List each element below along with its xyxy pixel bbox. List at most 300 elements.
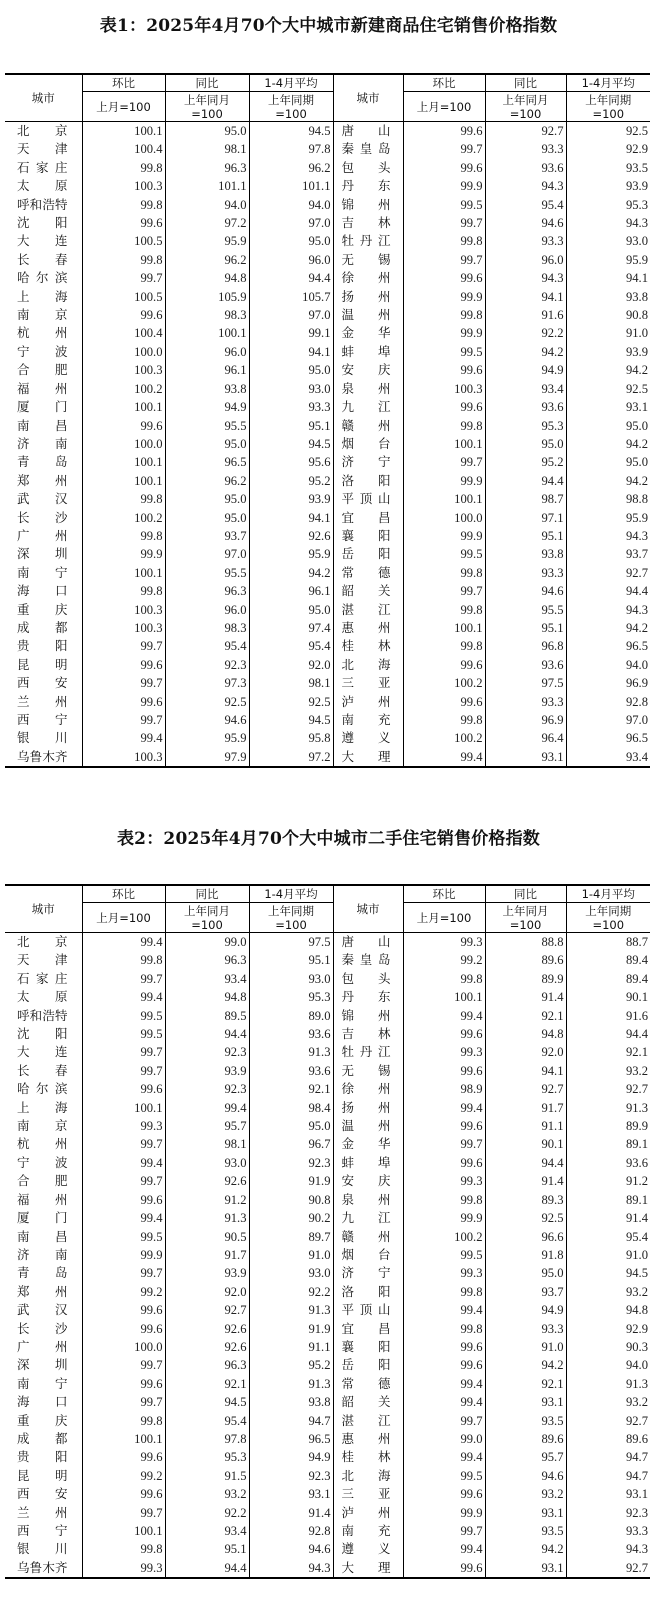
avg-value: 93.9 [249, 490, 333, 508]
city-cell: 南宁 [17, 1375, 68, 1391]
mom-value: 99.7 [82, 674, 165, 692]
mom-value: 99.8 [82, 527, 165, 545]
table-row [5, 601, 650, 619]
yoy-value: 89.9 [485, 970, 566, 988]
avg-value: 88.7 [566, 933, 650, 952]
table-row [5, 251, 650, 269]
mom-value: 99.6 [82, 417, 165, 435]
city-cell: 洛阳 [333, 1283, 403, 1301]
avg-value: 93.1 [566, 1485, 650, 1503]
avg-value: 94.9 [249, 1448, 333, 1466]
avg-value: 92.7 [566, 564, 650, 582]
mom-value: 99.6 [403, 122, 485, 141]
yoy-value: 94.2 [485, 343, 566, 361]
avg-value: 95.0 [249, 232, 333, 250]
mom-value: 99.7 [82, 1135, 165, 1153]
avg-value: 94.1 [249, 509, 333, 527]
mom-value: 99.6 [82, 1375, 165, 1393]
table-row [5, 711, 650, 729]
avg-header-right: 1-4月平均 [566, 885, 650, 903]
yoy-value: 95.9 [165, 232, 249, 250]
yoy-value: 88.8 [485, 933, 566, 952]
city-cell: 成都 [17, 1430, 68, 1446]
mom-value: 99.4 [82, 988, 165, 1006]
mom-value: 100.1 [403, 988, 485, 1006]
city-cell: 西安 [17, 1486, 68, 1502]
avg-value: 101.1 [249, 177, 333, 195]
yoy-value: 92.7 [485, 122, 566, 141]
avg-value: 96.5 [249, 1430, 333, 1448]
city-cell: 九江 [333, 398, 403, 416]
yoy-value: 93.2 [165, 1485, 249, 1503]
table-row [5, 1043, 650, 1061]
yoy-value: 95.9 [165, 729, 249, 747]
yoy-value: 96.3 [165, 582, 249, 600]
avg-value: 94.4 [249, 269, 333, 287]
yoy-value: 93.7 [165, 527, 249, 545]
table-row [5, 1228, 650, 1246]
yoy-value: 92.2 [485, 324, 566, 342]
yoy-value: 91.2 [165, 1191, 249, 1209]
mom-value: 99.4 [403, 1448, 485, 1466]
yoy-value: 95.5 [165, 417, 249, 435]
yoy-value: 94.1 [485, 288, 566, 306]
avg-value: 94.5 [249, 711, 333, 729]
mom-value: 100.1 [82, 398, 165, 416]
mom-value: 99.8 [403, 970, 485, 988]
yoy-value: 94.9 [165, 398, 249, 416]
mom-value: 100.1 [403, 490, 485, 508]
yoy-value: 94.8 [165, 988, 249, 1006]
yoy-value: 93.5 [485, 1412, 566, 1430]
avg-base-left: 上年同期 =100 [249, 92, 333, 122]
city-cell: 南昌 [17, 1228, 68, 1244]
avg-value: 95.3 [249, 988, 333, 1006]
mom-value: 99.7 [82, 1062, 165, 1080]
yoy-value: 96.2 [165, 472, 249, 490]
table-row [5, 1448, 650, 1466]
yoy-value: 94.9 [485, 1301, 566, 1319]
yoy-value: 95.0 [165, 122, 249, 141]
mom-value: 99.4 [82, 729, 165, 747]
mom-value: 99.8 [403, 1283, 485, 1301]
avg-value: 89.6 [566, 1430, 650, 1448]
mom-value: 99.6 [82, 656, 165, 674]
mom-value: 99.7 [403, 1135, 485, 1153]
yoy-value: 91.0 [485, 1338, 566, 1356]
avg-value: 93.0 [566, 232, 650, 250]
mom-value: 99.8 [403, 1320, 485, 1338]
avg-value: 94.2 [249, 564, 333, 582]
mom-value: 100.2 [82, 380, 165, 398]
mom-value: 99.6 [403, 1338, 485, 1356]
yoy-value: 95.1 [485, 619, 566, 637]
yoy-value: 94.2 [485, 1356, 566, 1374]
table-row [5, 933, 650, 952]
avg-value: 91.6 [566, 1007, 650, 1025]
avg-value: 94.3 [566, 527, 650, 545]
yoy-value: 96.3 [165, 159, 249, 177]
table-row [5, 564, 650, 582]
city-cell: 桂林 [333, 1448, 403, 1466]
yoy-value: 93.3 [485, 232, 566, 250]
avg-value: 91.0 [249, 1246, 333, 1264]
city-cell: 常德 [333, 564, 403, 582]
yoy-value: 95.2 [485, 453, 566, 471]
mom-value: 99.8 [82, 196, 165, 214]
table-row [5, 214, 650, 232]
table-row [5, 1467, 650, 1485]
city-cell: 贵阳 [17, 1449, 68, 1465]
table-row [5, 472, 650, 490]
yoy-value: 91.1 [485, 1117, 566, 1135]
mom-value: 99.5 [82, 1228, 165, 1246]
table-row [5, 1356, 650, 1374]
avg-value: 94.0 [249, 196, 333, 214]
yoy-value: 96.6 [485, 1228, 566, 1246]
table-row [5, 232, 650, 250]
city-cell: 长春 [17, 251, 68, 267]
city-cell: 牡丹江 [333, 232, 403, 250]
mom-value: 99.9 [403, 288, 485, 306]
avg-value: 94.5 [566, 1264, 650, 1282]
mom-value: 99.9 [403, 472, 485, 490]
city-cell: 南昌 [17, 417, 68, 433]
table-row [5, 656, 650, 674]
city-header-left: 城市 [5, 885, 82, 933]
city-cell: 吉林 [333, 214, 403, 232]
yoy-value: 93.4 [165, 970, 249, 988]
mom-value: 99.8 [82, 1412, 165, 1430]
yoy-value: 91.5 [165, 1467, 249, 1485]
mom-value: 100.5 [82, 288, 165, 306]
city-cell: 秦皇岛 [333, 140, 403, 158]
city-cell: 蚌埠 [333, 343, 403, 361]
table-row [5, 435, 650, 453]
avg-value: 93.0 [249, 1264, 333, 1282]
yoy-value: 92.7 [485, 1080, 566, 1098]
yoy-value: 93.3 [485, 693, 566, 711]
avg-value: 93.6 [249, 1062, 333, 1080]
yoy-header-left: 同比 [165, 885, 249, 903]
city-cell: 天津 [17, 141, 68, 157]
mom-value: 99.6 [82, 1080, 165, 1098]
table-row [5, 380, 650, 398]
yoy-value: 95.4 [165, 1412, 249, 1430]
city-cell: 大理 [333, 1559, 403, 1578]
yoy-value: 95.0 [485, 1264, 566, 1282]
city-cell: 赣州 [333, 1228, 403, 1246]
avg-value: 92.7 [566, 1412, 650, 1430]
avg-value: 94.4 [566, 1025, 650, 1043]
mom-value: 99.8 [403, 306, 485, 324]
avg-value: 92.8 [566, 693, 650, 711]
city-cell: 重庆 [17, 601, 68, 617]
avg-value: 94.3 [566, 214, 650, 232]
table-row [5, 988, 650, 1006]
city-cell: 三亚 [333, 1485, 403, 1503]
mom-value: 99.9 [82, 545, 165, 563]
avg-value: 95.1 [249, 417, 333, 435]
mom-value: 99.6 [82, 693, 165, 711]
mom-base-right: 上月=100 [403, 92, 485, 122]
mom-value: 100.0 [403, 509, 485, 527]
mom-value: 99.8 [403, 417, 485, 435]
city-cell: 南京 [17, 307, 68, 323]
yoy-value: 98.1 [165, 140, 249, 158]
table-row [5, 1485, 650, 1503]
avg-value: 95.9 [249, 545, 333, 563]
city-cell: 长春 [17, 1062, 68, 1078]
yoy-base-left: 上年同月 =100 [165, 903, 249, 933]
avg-header-right: 1-4月平均 [566, 74, 650, 92]
avg-value: 95.9 [566, 251, 650, 269]
avg-value: 92.5 [566, 122, 650, 141]
yoy-base-right: 上年同月 =100 [485, 903, 566, 933]
city-cell: 泸州 [333, 1504, 403, 1522]
avg-value: 95.6 [249, 453, 333, 471]
city-cell: 襄阳 [333, 1338, 403, 1356]
avg-value: 93.9 [566, 177, 650, 195]
mom-value: 99.9 [82, 1246, 165, 1264]
table-row [5, 1172, 650, 1190]
city-cell: 太原 [17, 178, 68, 194]
mom-value: 100.1 [403, 619, 485, 637]
mom-value: 99.6 [403, 1485, 485, 1503]
yoy-value: 93.5 [485, 1522, 566, 1540]
city-cell: 桂林 [333, 637, 403, 655]
city-cell: 沈阳 [17, 1026, 68, 1042]
yoy-value: 93.1 [485, 1559, 566, 1578]
yoy-value: 95.0 [165, 509, 249, 527]
mom-value: 99.3 [403, 933, 485, 952]
avg-value: 89.1 [566, 1191, 650, 1209]
city-cell: 青岛 [17, 1265, 68, 1281]
mom-value: 100.3 [82, 601, 165, 619]
mom-value: 100.1 [82, 1522, 165, 1540]
yoy-value: 98.1 [165, 1135, 249, 1153]
city-cell: 长沙 [17, 509, 68, 525]
city-cell: 牡丹江 [333, 1043, 403, 1061]
mom-value: 100.4 [82, 324, 165, 342]
avg-value: 89.7 [249, 1228, 333, 1246]
table-row [5, 159, 650, 177]
avg-value: 94.5 [249, 435, 333, 453]
mom-value: 99.3 [403, 1264, 485, 1282]
city-cell: 金华 [333, 324, 403, 342]
mom-value: 99.5 [403, 545, 485, 563]
table-row [5, 545, 650, 563]
city-cell: 北京 [17, 123, 68, 138]
mom-value: 99.8 [82, 1540, 165, 1558]
yoy-value: 96.4 [485, 729, 566, 747]
mom-value: 99.7 [82, 970, 165, 988]
avg-value: 94.8 [566, 1301, 650, 1319]
table-row [5, 970, 650, 988]
table-row [5, 1154, 650, 1172]
avg-value: 92.6 [249, 527, 333, 545]
city-cell: 温州 [333, 306, 403, 324]
city-cell: 沈阳 [17, 215, 68, 231]
mom-value: 99.9 [403, 324, 485, 342]
avg-value: 93.5 [566, 159, 650, 177]
mom-value: 99.8 [82, 582, 165, 600]
city-cell: 成都 [17, 619, 68, 635]
table-row [5, 1430, 650, 1448]
mom-value: 99.6 [403, 1025, 485, 1043]
mom-value: 99.6 [82, 306, 165, 324]
city-cell: 秦皇岛 [333, 951, 403, 969]
avg-value: 92.9 [566, 140, 650, 158]
table-row [5, 306, 650, 324]
city-cell: 合肥 [17, 1173, 68, 1189]
yoy-value: 93.2 [485, 1485, 566, 1503]
yoy-header-left: 同比 [165, 74, 249, 92]
mom-header-right: 环比 [403, 74, 485, 92]
city-cell: 唐山 [333, 122, 403, 141]
city-cell: 泸州 [333, 693, 403, 711]
avg-value: 93.7 [566, 545, 650, 563]
city-cell: 安庆 [333, 1172, 403, 1190]
avg-value: 98.1 [249, 674, 333, 692]
city-cell: 石家庄 [17, 970, 68, 986]
city-cell: 济宁 [333, 1264, 403, 1282]
mom-value: 99.3 [403, 1043, 485, 1061]
mom-value: 100.4 [82, 140, 165, 158]
yoy-value: 96.9 [485, 711, 566, 729]
mom-value: 99.7 [403, 140, 485, 158]
city-cell: 平顶山 [333, 1301, 403, 1319]
city-cell: 武汉 [17, 1302, 68, 1318]
city-cell: 海口 [17, 1394, 68, 1410]
table-row [5, 582, 650, 600]
yoy-value: 92.5 [165, 693, 249, 711]
mom-value: 99.8 [82, 951, 165, 969]
city-cell: 太原 [17, 989, 68, 1005]
avg-value: 93.1 [249, 1485, 333, 1503]
city-cell: 长沙 [17, 1320, 68, 1336]
mom-value: 99.8 [82, 251, 165, 269]
avg-base-left: 上年同期 =100 [249, 903, 333, 933]
table-row [5, 1412, 650, 1430]
mom-value: 99.6 [403, 656, 485, 674]
city-cell: 呼和浩特 [17, 196, 68, 212]
table-row [5, 729, 650, 747]
table-row [5, 1283, 650, 1301]
table-row [5, 1540, 650, 1558]
yoy-value: 96.3 [165, 951, 249, 969]
avg-value: 93.3 [566, 1522, 650, 1540]
mom-value: 98.9 [403, 1080, 485, 1098]
mom-value: 99.5 [403, 343, 485, 361]
city-cell: 温州 [333, 1117, 403, 1135]
mom-value: 99.8 [82, 159, 165, 177]
mom-value: 99.4 [82, 1154, 165, 1172]
city-cell: 岳阳 [333, 545, 403, 563]
yoy-value: 91.6 [485, 306, 566, 324]
yoy-header-right: 同比 [485, 885, 566, 903]
avg-value: 95.0 [249, 361, 333, 379]
mom-value: 99.8 [403, 711, 485, 729]
yoy-value: 89.6 [485, 1430, 566, 1448]
yoy-value: 91.3 [165, 1209, 249, 1227]
table-row [5, 1099, 650, 1117]
city-cell: 西宁 [17, 1523, 68, 1538]
yoy-value: 92.6 [165, 1338, 249, 1356]
yoy-value: 95.3 [165, 1448, 249, 1466]
city-cell: 乌鲁木齐 [5, 1559, 82, 1578]
mom-value: 99.4 [82, 933, 165, 952]
mom-value: 99.7 [82, 1264, 165, 1282]
table-row [5, 288, 650, 306]
avg-value: 95.4 [249, 637, 333, 655]
city-cell: 哈尔滨 [17, 270, 68, 286]
yoy-value: 97.8 [165, 1430, 249, 1448]
table-row [5, 1080, 650, 1098]
avg-value: 97.8 [249, 140, 333, 158]
yoy-value: 94.3 [485, 177, 566, 195]
mom-value: 99.4 [403, 1007, 485, 1025]
city-cell: 惠州 [333, 619, 403, 637]
mom-value: 99.5 [403, 1467, 485, 1485]
avg-value: 96.5 [566, 637, 650, 655]
mom-value: 99.8 [403, 232, 485, 250]
city-cell: 北京 [17, 934, 68, 949]
city-cell: 武汉 [17, 491, 68, 507]
city-cell: 包头 [333, 970, 403, 988]
avg-value: 94.7 [566, 1467, 650, 1485]
avg-value: 95.0 [249, 1117, 333, 1135]
mom-value: 99.7 [82, 1356, 165, 1374]
yoy-value: 92.0 [485, 1043, 566, 1061]
city-cell: 宁波 [17, 1154, 68, 1170]
yoy-value: 94.5 [165, 1393, 249, 1411]
city-cell: 赣州 [333, 417, 403, 435]
city-header-right: 城市 [333, 885, 403, 933]
mom-value: 99.7 [82, 711, 165, 729]
city-cell: 济宁 [333, 453, 403, 471]
avg-value: 92.3 [566, 1504, 650, 1522]
yoy-value: 94.4 [165, 1559, 249, 1578]
yoy-value: 93.4 [165, 1522, 249, 1540]
mom-value: 99.6 [82, 1191, 165, 1209]
city-cell: 韶关 [333, 1393, 403, 1411]
yoy-value: 93.6 [485, 656, 566, 674]
mom-value: 99.2 [403, 951, 485, 969]
avg-header-left: 1-4月平均 [249, 885, 333, 903]
yoy-value: 94.4 [485, 472, 566, 490]
avg-value: 90.1 [566, 988, 650, 1006]
avg-value: 96.9 [566, 674, 650, 692]
avg-value: 93.2 [566, 1062, 650, 1080]
city-cell: 深圳 [17, 1357, 68, 1373]
table-row [5, 361, 650, 379]
yoy-value: 93.6 [485, 398, 566, 416]
mom-base-left: 上月=100 [82, 92, 165, 122]
yoy-value: 93.7 [485, 1283, 566, 1301]
yoy-value: 91.4 [485, 1172, 566, 1190]
avg-value: 92.1 [249, 1080, 333, 1098]
mom-value: 99.5 [82, 1007, 165, 1025]
mom-value: 99.5 [82, 1025, 165, 1043]
yoy-value: 97.2 [165, 214, 249, 232]
table-row [5, 674, 650, 692]
yoy-value: 91.7 [165, 1246, 249, 1264]
table-row [5, 1191, 650, 1209]
mom-value: 99.6 [403, 693, 485, 711]
mom-base-right: 上月=100 [403, 903, 485, 933]
city-cell: 三亚 [333, 674, 403, 692]
